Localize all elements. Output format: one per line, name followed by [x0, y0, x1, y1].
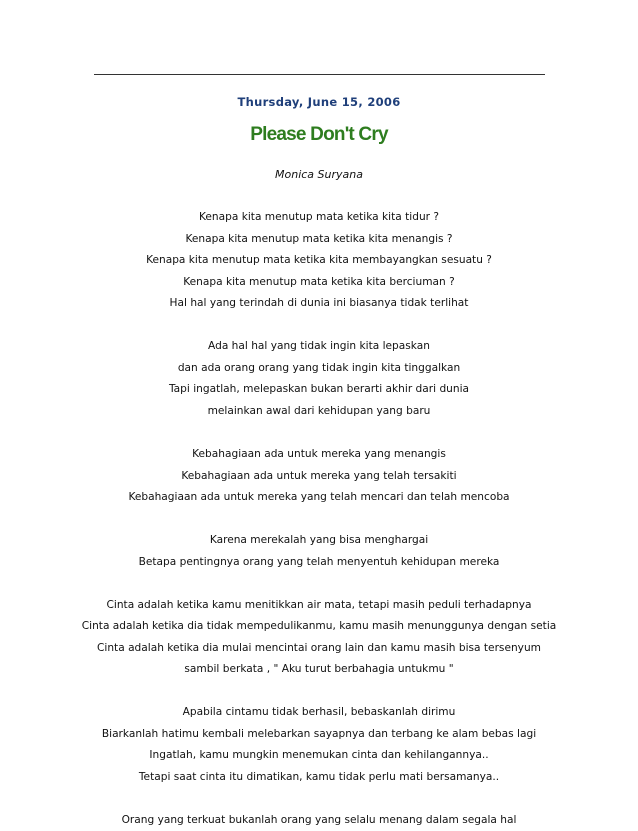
poem-line: Kenapa kita menutup mata ketika kita membayangkan sesuatu ? [146, 254, 492, 267]
post-author: Monica Suryana [275, 168, 363, 181]
stanza-gap [0, 573, 638, 594]
post-title[interactable]: Please Don't Cry [250, 124, 388, 145]
poem-line: Cinta adalah ketika dia mulai mencintai orang lain dan kamu masih bisa tersenyum [97, 641, 541, 654]
poem-line: Ingatlah, kamu mungkin menemukan cinta dan kehilangannya.. [149, 749, 489, 762]
poem-line: dan ada orang orang yang tidak ingin kita tinggalkan [177, 361, 461, 374]
poem-line: Apabila cintamu tidak berhasil, bebaskanlah dirimu [182, 706, 456, 719]
poem-line: sambil berkata , " Aku turut berbahagia untukmu " [184, 663, 454, 676]
poem-line: Betapa pentingnya orang yang telah menyentuh kehidupan mereka [138, 555, 500, 568]
poem-line: Hal hal yang terindah di dunia ini biasanya tidak terlihat [169, 297, 469, 310]
horizontal-rule [94, 74, 545, 75]
poem-line: Ada hal hal yang tidak ingin kita lepaskan [208, 340, 430, 353]
poem-body [0, 207, 638, 831]
poem-stanza [0, 810, 638, 831]
poem-stanza [0, 530, 638, 573]
poem-stanza [0, 336, 638, 422]
post-date: Thursday, June 15, 2006 [237, 95, 401, 109]
poem-line: Kenapa kita menutup mata ketika kita menangis ? [185, 232, 453, 245]
poem-line: Kebahagiaan ada untuk mereka yang telah mencari dan telah mencoba [128, 491, 510, 504]
poem-line: melainkan awal dari kehidupan yang baru [207, 405, 431, 418]
poem-line: Tetapi saat cinta itu dimatikan, kamu tidak perlu mati bersamanya.. [138, 770, 500, 783]
poem-stanza [0, 207, 638, 315]
poem-line: Kenapa kita menutup mata ketika kita berciuman ? [183, 275, 455, 288]
poem-stanza [0, 444, 638, 509]
stanza-gap [0, 681, 638, 702]
poem-stanza [0, 702, 638, 788]
poem-line: Orang yang terkuat bukanlah orang yang selalu menang dalam segala hal [121, 813, 517, 826]
poem-line: Kenapa kita menutup mata ketika kita tidur ? [198, 211, 440, 223]
poem-line: Biarkanlah hatimu kembali melebarkan sayapnya dan terbang ke alam bebas lagi [101, 727, 537, 740]
poem-line: Karena merekalah yang bisa menghargai [209, 534, 429, 547]
stanza-gap [0, 789, 638, 810]
stanza-gap [0, 423, 638, 444]
stanza-gap [0, 509, 638, 530]
poem-line: Cinta adalah ketika kamu menitikkan air mata, tetapi masih peduli terhadapnya [106, 598, 532, 611]
poem-line: Kebahagiaan ada untuk mereka yang menangis [192, 447, 446, 460]
poem-line: Cinta adalah ketika dia tidak mempedulikanmu, kamu masih menunggunya dengan setia [81, 620, 557, 633]
poem-line: Kebahagiaan ada untuk mereka yang telah tersakiti [181, 469, 457, 482]
poem-line: Tapi ingatlah, melepaskan bukan berarti akhir dari dunia [168, 383, 470, 396]
poem-stanza [0, 595, 638, 681]
stanza-gap [0, 315, 638, 336]
